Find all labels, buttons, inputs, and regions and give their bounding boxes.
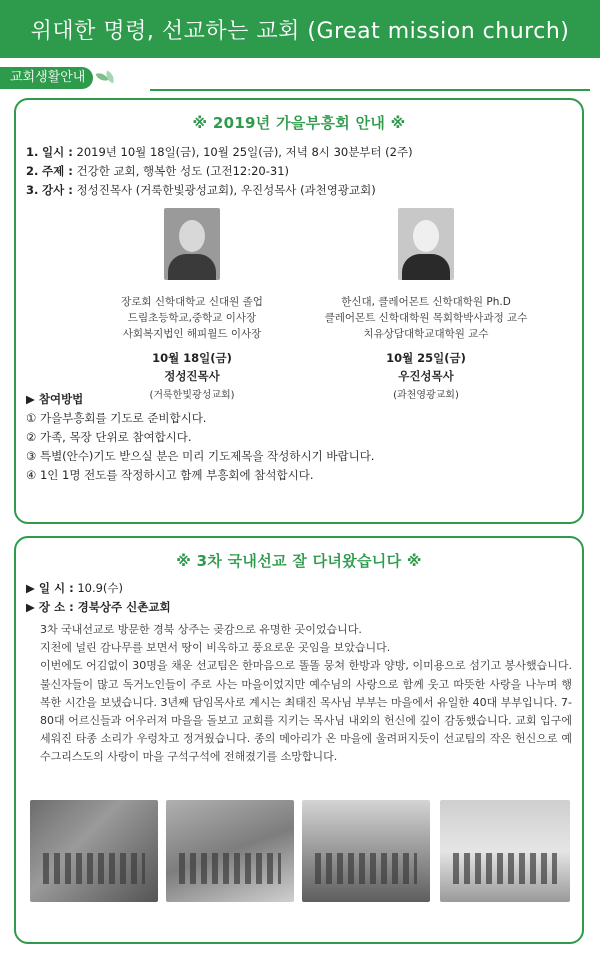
- revival-info: [26, 143, 582, 200]
- mission-place: ▶ 장 소 : 경북상주 신촌교회: [26, 600, 171, 614]
- section-tab-label: 교회생활안내: [0, 67, 93, 89]
- info-line-theme: 2. 주제 : 건강한 교회, 행복한 성도 (고전12:20-31): [26, 164, 289, 178]
- speaker-date: 10월 25일(금): [386, 351, 466, 365]
- speaker-name: 정성진목사: [164, 369, 220, 383]
- list-item: ① 가을부흥회를 기도로 준비합시다.: [26, 411, 207, 425]
- report-paragraph: 이번에도 어김없이 30명을 채운 선교팀은 한마음으로 똘똘 뭉쳐 한방과 양방, 이미용으로 섬기고 봉사했습니다. 불신자들이 많고 독거노인들이 주로 사는 마을이었지만 예수님의 사랑으로 함께 웃고 따뜻한 사랑을 나누며 행복한 시간을 보냈습니다. 3년째 담임목사로 계시는 최태진 목사님 부부는 마을에서 유일한 40대 부부입니다. 7-80대 어르신들과 어우러져 마을을 돌보고 교회를 지키는 목사님 내외의 헌신에 깊이 감동했습니다. 교회 입구에 세워진 타종 소리가 우렁차고 정겨웠습니다. 종의 메아리가 온 마을에 울려퍼지듯이 선교팀의 작은 헌신으로 예수그리스도의 사랑이 마을 구석구석에 전해졌기를 소망합니다.: [40, 659, 572, 764]
- mission-photos: [30, 800, 570, 902]
- leaf-icon: [97, 71, 115, 85]
- header-title: 위대한 명령, 선교하는 교회 (Great mission church): [30, 18, 570, 44]
- speaker-date: 10월 18일(금): [152, 351, 232, 365]
- info-line-speakers: 3. 강사 : 정성진목사 (거룩한빛광성교회), 우진성목사 (과천영광교회): [26, 183, 376, 197]
- speaker-church: (과천영광교회): [393, 390, 459, 401]
- speaker-church: (거룩한빛광성교회): [149, 390, 235, 401]
- revival-panel: [14, 98, 584, 524]
- revival-title: ※ 2019년 가을부흥회 안내 ※: [192, 114, 406, 132]
- speaker-card: [72, 208, 312, 401]
- mission-photo: [30, 800, 158, 902]
- mission-photo: [302, 800, 430, 902]
- info-line-date: 1. 일시 : 2019년 10월 18일(금), 10월 25일(금), 저녁 8시 30분부터 (2주): [26, 145, 413, 159]
- page-header: [0, 0, 600, 58]
- participation-heading: ▶ 참여방법: [26, 392, 84, 406]
- report-paragraph: 3차 국내선교로 방문한 경북 상주는 곶감으로 유명한 곳이었습니다.: [40, 623, 362, 636]
- mission-title: ※ 3차 국내선교 잘 다녀왔습니다 ※: [176, 552, 422, 570]
- speaker-name: 우진성목사: [398, 369, 454, 383]
- mission-info: [26, 579, 582, 617]
- list-item: ② 가족, 목장 단위로 참여합시다.: [26, 430, 192, 444]
- speaker-bio: 한신대, 클레어몬트 신학대학원 Ph.D 클레어몬트 신학대학원 목회학박사과정 교수 치유상담대학교대학원 교수: [324, 296, 528, 340]
- speaker-photo: [164, 208, 220, 280]
- mission-report: [40, 621, 572, 767]
- list-item: ③ 특별(안수)기도 받으실 분은 미리 기도제목을 작성하시기 바랍니다.: [26, 449, 375, 463]
- section-divider: [150, 89, 590, 91]
- participation-methods: [26, 390, 582, 485]
- report-paragraph: 지천에 널린 감나무를 보면서 땅이 비옥하고 풍요로운 곳임을 보았습니다.: [40, 641, 391, 655]
- mission-date: ▶ 일 시 : 10.9(수): [26, 581, 124, 595]
- mission-panel: [14, 536, 584, 944]
- speaker-card: [306, 208, 546, 401]
- section-tab: [0, 66, 150, 90]
- speaker-photo: [398, 208, 454, 280]
- mission-photo: [166, 800, 294, 902]
- speaker-bio: 장로회 신학대학교 신대원 졸업 드림초등학교,중학교 이사장 사회복지법인 해피월드 이사장: [121, 296, 263, 340]
- list-item: ④ 1인 1명 전도를 작정하시고 함께 부흥회에 참석합시다.: [26, 468, 314, 482]
- mission-photo: [440, 800, 570, 902]
